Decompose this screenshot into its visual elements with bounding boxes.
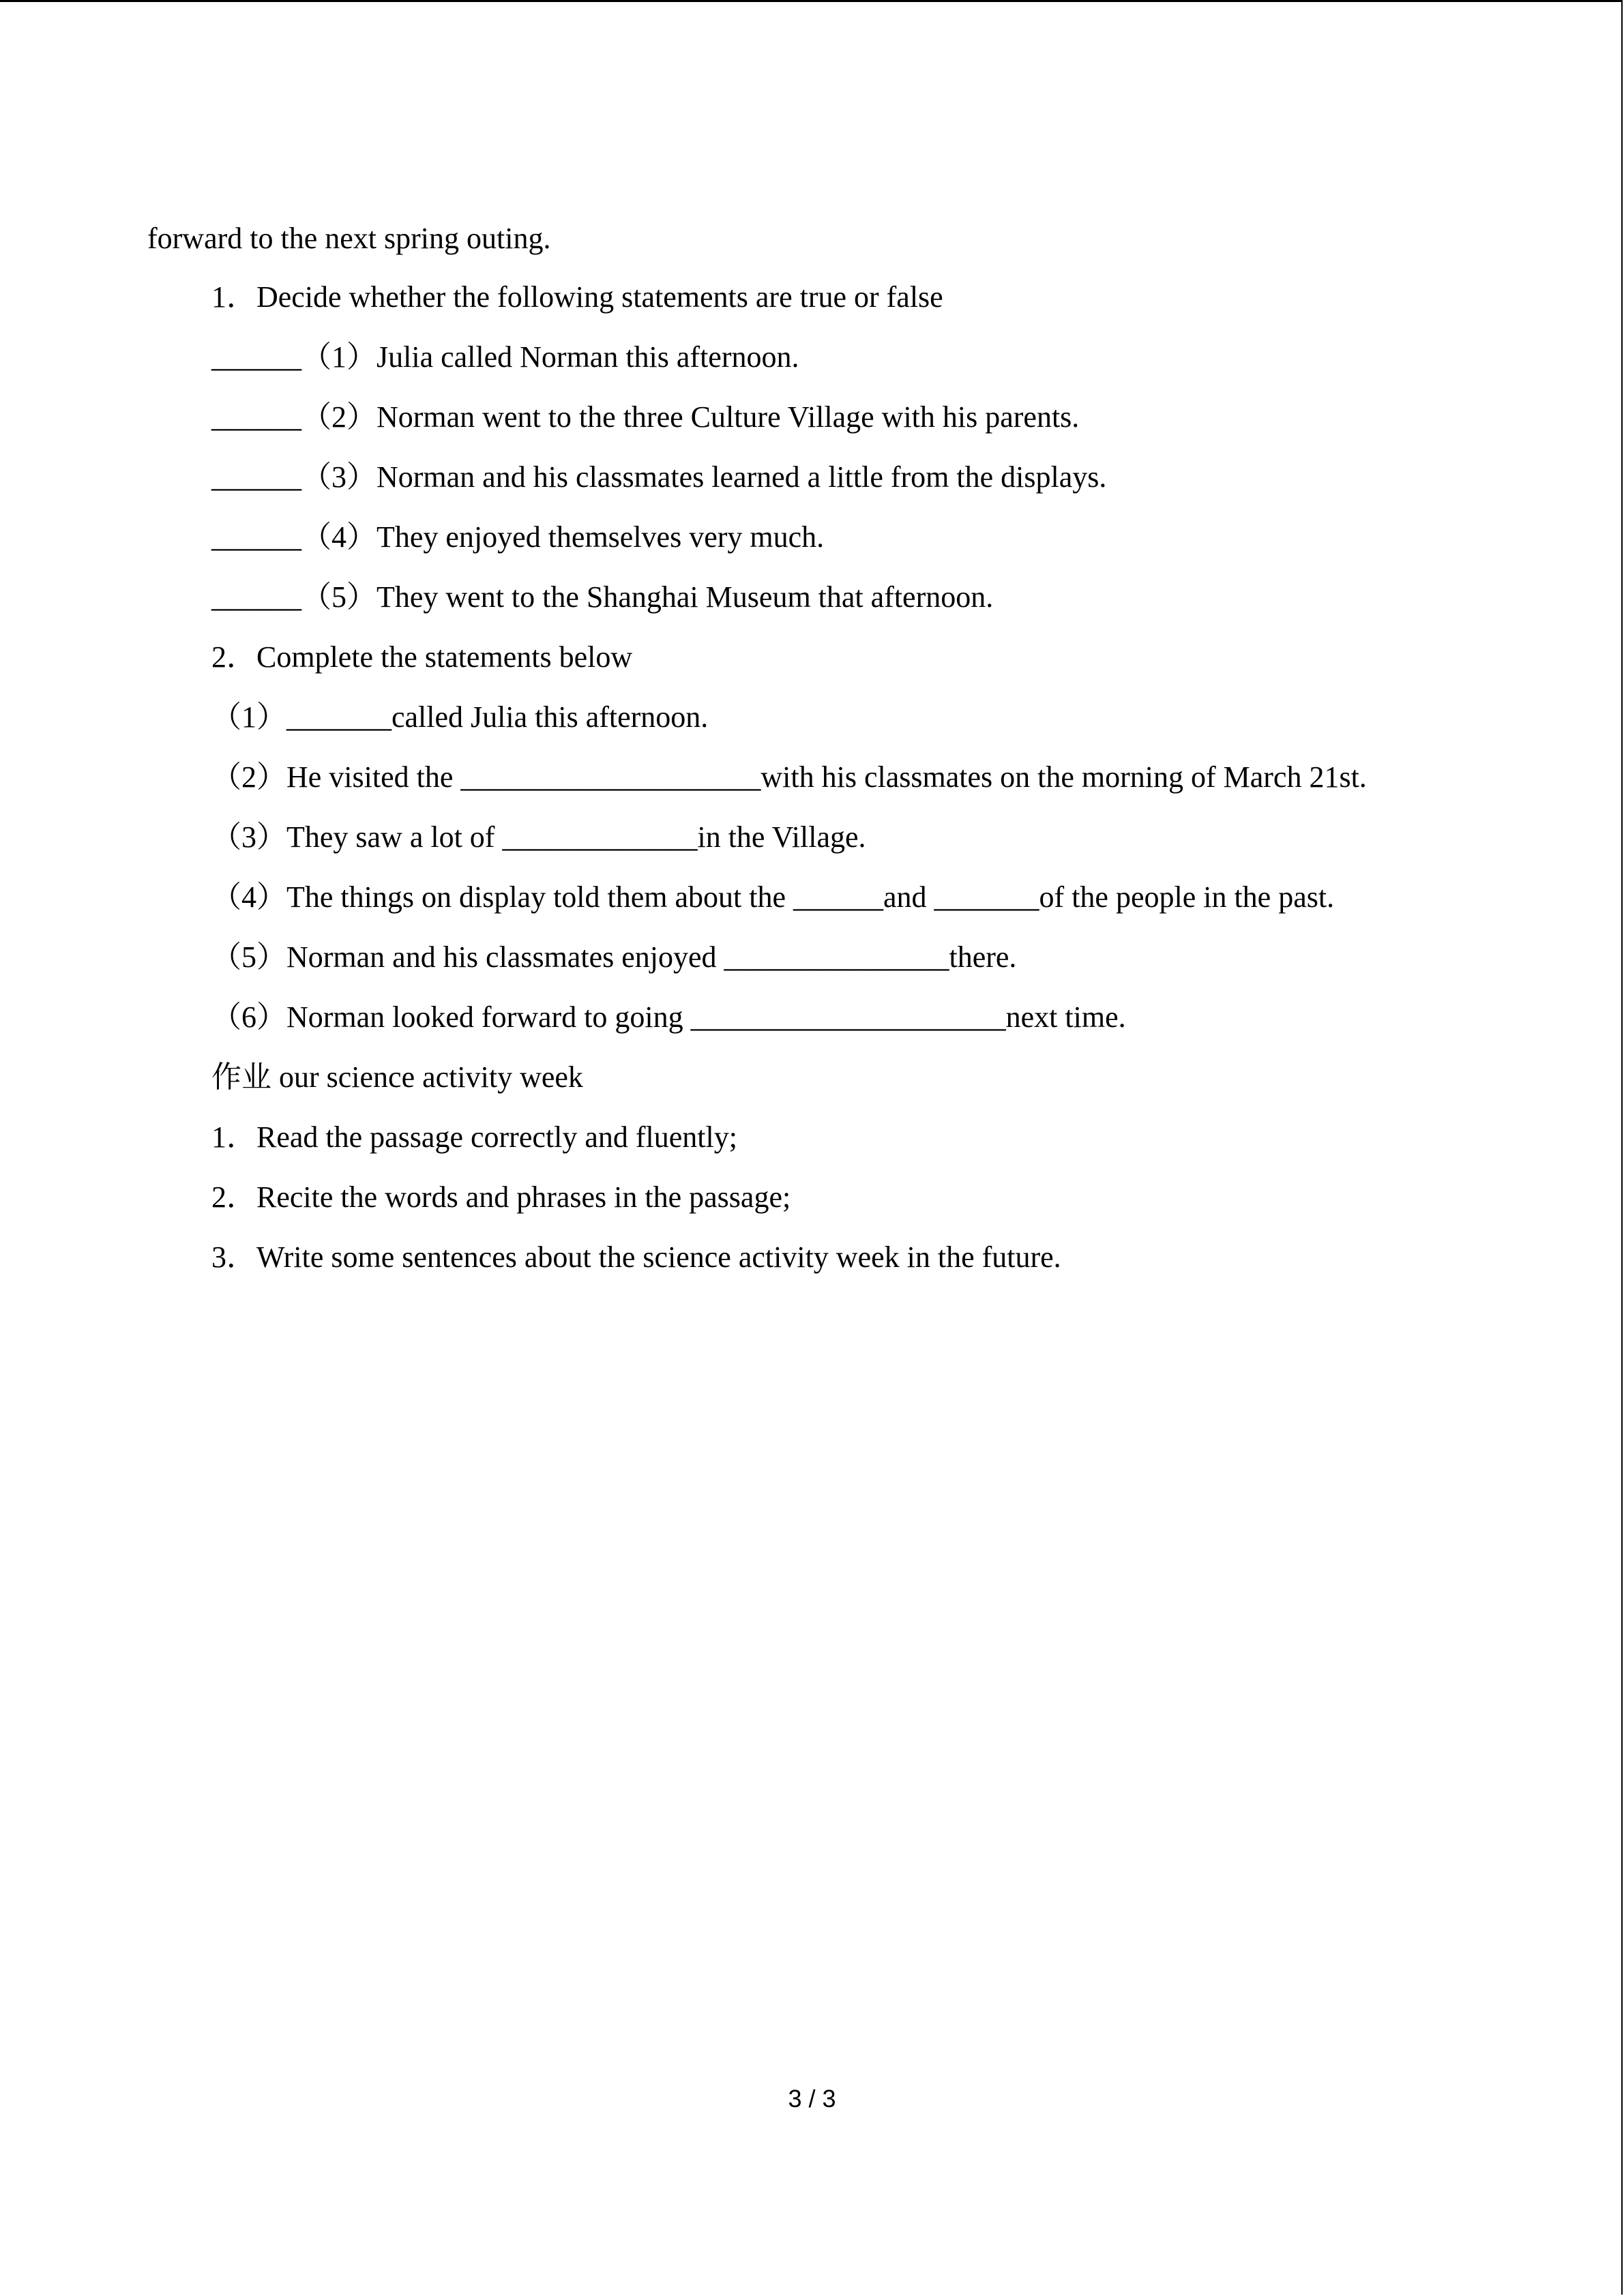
tf-item-2 bbox=[211, 397, 1079, 438]
tf-blank-4: ______ bbox=[211, 520, 301, 554]
homework-heading: 作业 our science activity week bbox=[211, 1060, 583, 1094]
homework-item-3: 3．Write some sentences about the science activity week in the future. bbox=[211, 1240, 1061, 1274]
tf-blank-3: ______ bbox=[211, 460, 301, 494]
completion-item-2: （2）He visited the ____________________with his classmates on the morning of March 21st. bbox=[211, 760, 1367, 794]
tf-item-4 bbox=[211, 517, 824, 558]
tf-text-5: （5）They went to the Shanghai Museum that afternoon. bbox=[301, 580, 994, 614]
tf-blank-1: ______ bbox=[211, 340, 301, 374]
completion-item-3: （3）They saw a lot of _____________in the Village. bbox=[211, 820, 866, 854]
tf-text-1: （1）Julia called Norman this afternoon. bbox=[301, 340, 799, 374]
completion-item-6: （6）Norman looked forward to going _____________________next time. bbox=[211, 1000, 1126, 1034]
tf-blank-2: ______ bbox=[211, 400, 301, 434]
homework-item-1: 1．Read the passage correctly and fluently; bbox=[211, 1120, 737, 1154]
completion-item-4: （4）The things on display told them about the ______and _______of the people in the past. bbox=[211, 880, 1335, 914]
completion-item-5: （5）Norman and his classmates enjoyed _______________there. bbox=[211, 940, 1017, 974]
completion-item-1: （1）_______called Julia this afternoon. bbox=[211, 700, 709, 734]
intro-tail-text: forward to the next spring outing. bbox=[147, 222, 551, 255]
tf-blank-5: ______ bbox=[211, 580, 301, 614]
section2-heading: 2．Complete the statements below bbox=[211, 640, 633, 674]
tf-text-3: （3）Norman and his classmates learned a little from the displays. bbox=[301, 460, 1107, 494]
page-number: 3 / 3 bbox=[788, 2085, 836, 2113]
tf-text-4: （4）They enjoyed themselves very much. bbox=[301, 520, 825, 554]
tf-text-2: （2）Norman went to the three Culture Village with his parents. bbox=[301, 400, 1080, 434]
section1-heading: 1．Decide whether the following statements are true or false bbox=[211, 280, 943, 314]
tf-item-5 bbox=[211, 577, 993, 618]
homework-item-2: 2．Recite the words and phrases in the passage; bbox=[211, 1180, 791, 1214]
tf-item-1 bbox=[211, 337, 799, 378]
tf-item-3 bbox=[211, 457, 1106, 498]
